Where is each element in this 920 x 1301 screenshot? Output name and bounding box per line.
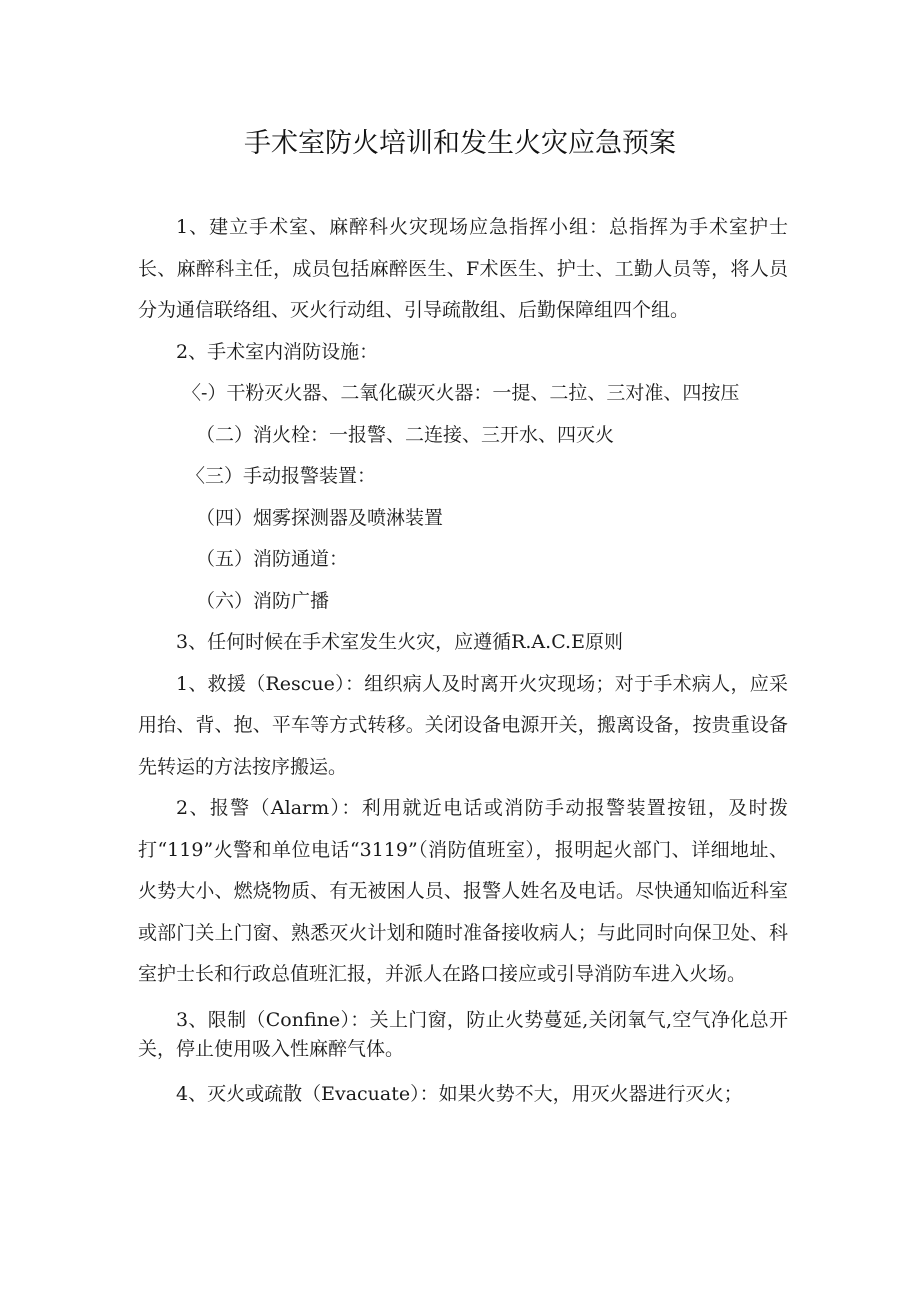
race-step-evacuate: 4、灭火或疏散（Evacuate）：如果火势不大，用灭火器进行灭火； [176,1082,743,1105]
paragraph-facilities-heading: 2、手术室内消防设施： [176,340,379,363]
race-steps [138,664,788,1116]
race-step-confine: 3、限制（Confine）：关上门窗，防止火势蔓延,关闭氧气,空气净化总开关，停止使用吸入性麻醉气体。 [138,1008,788,1060]
facility-list [138,373,788,622]
facility-item: （五）消防通道： [196,548,349,570]
race-step-rescue: 1、救援（Rescue）：组织病人及时离开火灾现场；对于手术病人，应采用抬、背、抱、平车等方式转移。关闭设备电源开关，搬离设备，按贵重设备先转运的方法按序搬运。 [138,672,788,778]
facility-item: （六）消防广播 [196,589,330,612]
document-body [138,207,788,1115]
facility-item: （四）烟雾探测器及喷淋装置 [196,506,444,529]
facility-item: 〈三）手动报警装置： [186,465,377,487]
race-step-alarm: 2、报警（Alarm）：利用就近电话或消防手动报警装置按钮，及时拨打“119”火警和单位电话“3119”（消防值班室），报明起火部门、详细地址、火势大小、燃烧物质、有无被困人员、报警人姓名及电话。尽快通知临近科室或部门关上门窗、熟悉灭火计划和随时准备接收病人；与此同时向保卫处、科室护士长和行政总值班汇报，并派人在路口接应或引导消防车进入火场。 [138,797,788,985]
facility-item: 〈-）干粉灭火器、二氧化碳灭火器：一提、二拉、三对准、四按压 [182,382,740,404]
paragraph-command-group: 1、建立手术室、麻醉科火灾现场应急指挥小组：总指挥为手术室护士长、麻醉科主任，成员包括麻醉医生、F术医生、护士、工勤人员等，将人员分为通信联络组、灭火行动组、引导疏散组、后勤保障组四个组。 [138,216,788,321]
facility-item: （二）消火栓：一报警、二连接、三开水、四灭火 [196,423,615,446]
paragraph-race-intro: 3、任何时候在手术室发生火灾，应遵循R.A.C.E原则 [176,631,623,653]
document-title: 手术室防火培训和发生火灾应急预案 [244,128,676,159]
